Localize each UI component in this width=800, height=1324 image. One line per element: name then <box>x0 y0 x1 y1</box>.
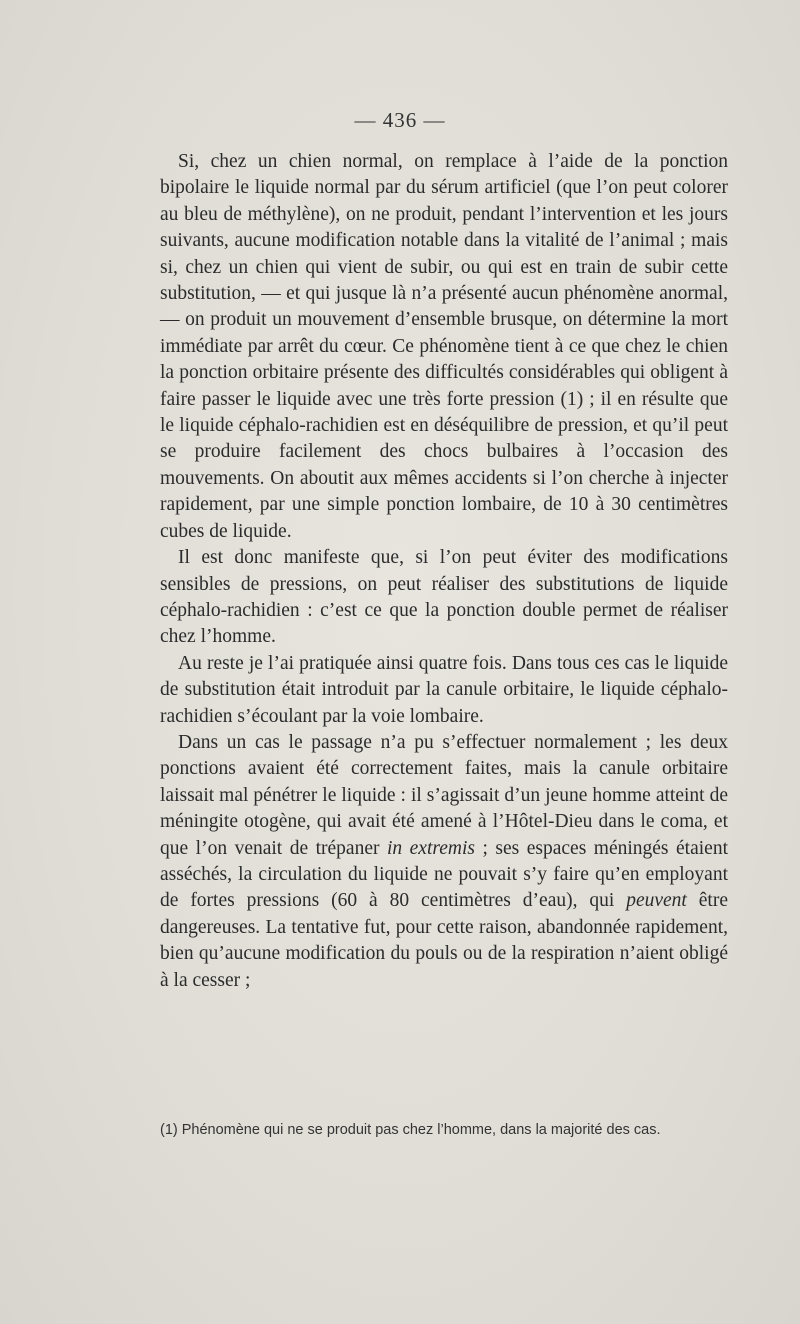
paragraph-1: Si, chez un chien normal, on remplace à l’aide de la ponction bipolaire le liquide normal par du sérum artificiel (que l’on peut colorer au bleu de méthylène), on ne produit, pendant l’intervention et les jours suivants, aucune modification notable dans la vitalité de l’animal ; mais si, chez un chien qui vient de subir, ou qui est en train de subir cette substitution, — et qui jusque là n’a présenté aucun phénomène anormal, — on produit un mouvement d’ensemble brusque, on détermine la mort immédiate par arrêt du cœur. Ce phénomène tient à ce que chez le chien la ponction orbitaire présente des difficultés considérables qui obligent à faire passer le liquide avec une très forte pression (1) ; il en résulte que le liquide céphalo-rachidien est en déséquilibre de pression, et qu’il peut se produire facilement des chocs bulbaires à l’occasion des mouvements. On aboutit aux mêmes accidents si l’on cherche à injecter rapidement, par une simple ponction lombaire, de 10 à 30 centimètres cubes de liquide. <box>160 151 728 542</box>
footnote-text: Phénomène qui ne se produit pas chez l’homme, dans la majorité des cas. <box>181 1122 661 1138</box>
paragraph-4 <box>160 730 728 994</box>
paragraph-4-italic-2: peuvent <box>626 890 687 912</box>
body-text <box>160 149 728 994</box>
page-number: — 436 — <box>354 108 446 132</box>
paragraph-4-part-1: Dans un cas le passage n’a pu s’effectuer normalement ; les deux ponctions avaient été correctement faites, mais la canule orbitaire laissait mal pénétrer le liquide : il s’agissait d’un jeune homme atteint de méningite otogène, qui avait été amené à l’Hôtel-Dieu dans le coma, et que l’on venait de trépaner <box>160 731 728 859</box>
footnote-mark: (1) <box>160 1122 178 1138</box>
paragraph-4-italic-1: in extremis <box>386 837 475 859</box>
footnote <box>160 1121 728 1140</box>
paragraph-3: Au reste je l’ai pratiquée ainsi quatre fois. Dans tous ces cas le liquide de substitution était introduit par la canule orbitaire, le liquide céphalo-rachidien s’écoulant par la voie lombaire. <box>160 652 728 727</box>
paragraph-4-part-3: être dangereuses. La tentative fut, pour cette raison, abandonnée rapidement, bien qu’aucune modification du pouls ou de la respiration n’aient obligé à la cesser ; <box>160 890 728 991</box>
paragraph-4-part-2: ; ses espaces méningés étaient asséchés, la circulation du liquide ne pouvait s’y faire qu’en employant de fortes pressions (60 à 80 centimètres d’eau), qui <box>160 837 728 912</box>
paragraph-2: Il est donc manifeste que, si l’on peut éviter des modifications sensibles de pressions, on peut réaliser des substitutions de liquide céphalo-rachidien : c’est ce que la ponction double permet de réaliser chez l’homme. <box>160 547 728 648</box>
